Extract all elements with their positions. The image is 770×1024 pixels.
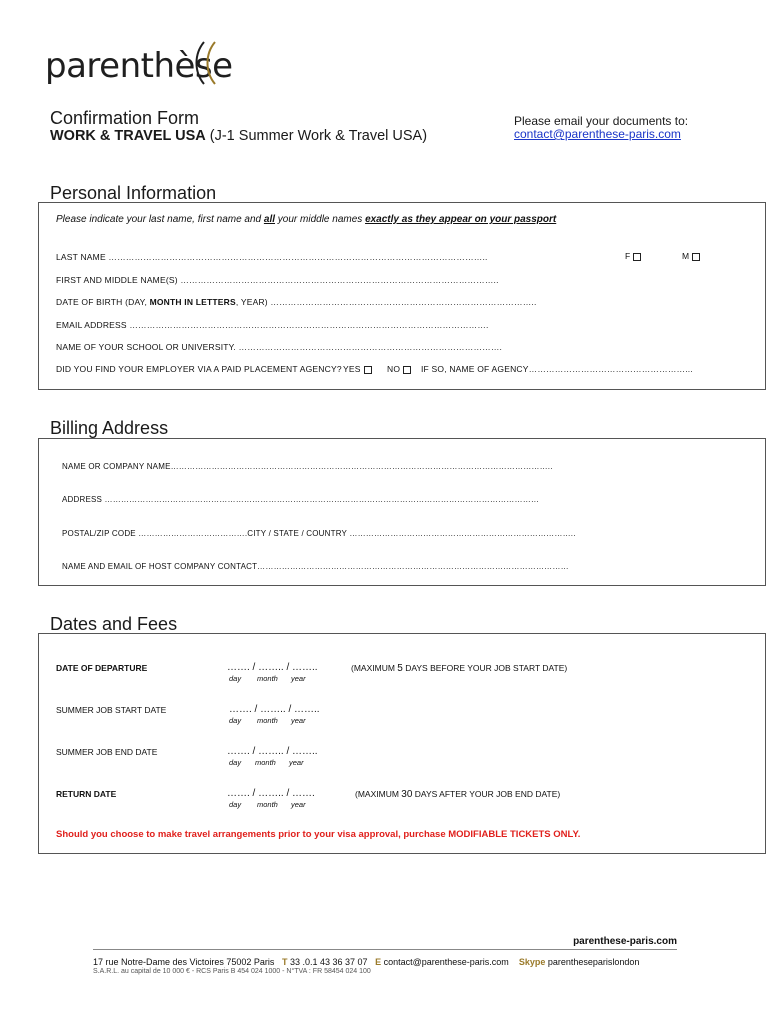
postal-city-field[interactable]: POSTAL/ZIP CODE ………………………………….CITY / STATE / COUNTRY ……………………………………………………………………….. [62, 529, 576, 538]
footer-legal: S.A.R.L. au capital de 10 000 € - RCS Paris B 454 024 1000 - N°TVA : FR 58454 024 100 [93, 968, 371, 975]
email-address-field[interactable]: EMAIL ADDRESS ……………………………………………………………………………………………………………. [56, 320, 489, 330]
month-caption: month [257, 674, 278, 683]
billing-address-heading: Billing Address [50, 418, 169, 438]
passport-instruction: Please indicate your last name, first name and all your middle names exactly as they appear on your passport [56, 214, 557, 225]
agency-no-option[interactable]: NO [387, 364, 411, 374]
day-caption: day [229, 758, 242, 767]
job-end-date-field[interactable]: ……. / …….. / …….. [227, 746, 318, 757]
job-start-label: SUMMER JOB START DATE [56, 705, 167, 715]
year-caption: year [289, 758, 304, 767]
no-checkbox[interactable] [403, 366, 411, 374]
school-field[interactable]: NAME OF YOUR SCHOOL OR UNIVERSITY. ………………………………………………………………………………. [56, 342, 503, 352]
return-note: (MAXIMUM 30 DAYS AFTER YOUR JOB END DATE) [355, 789, 561, 800]
agency-name-field[interactable]: IF SO, NAME OF AGENCY………………………………………………... [421, 364, 693, 374]
host-contact-field[interactable]: NAME AND EMAIL OF HOST COMPANY CONTACT…………………………………………………………………………………………………… [62, 562, 569, 571]
return-date-field[interactable]: ……. / …….. / ……. [227, 788, 315, 799]
yes-checkbox[interactable] [364, 366, 372, 374]
gender-female-option[interactable]: F [625, 251, 641, 261]
job-end-label: SUMMER JOB END DATE [56, 747, 158, 757]
form-subtitle: WORK & TRAVEL USA (J-1 Summer Work & Travel USA) [50, 128, 428, 144]
year-caption: year [291, 716, 306, 725]
day-caption: day [229, 716, 242, 725]
month-caption: month [257, 800, 278, 809]
dates-fees-heading: Dates and Fees [50, 614, 178, 634]
email-note: Please email your documents to: [514, 114, 689, 128]
agency-yes-option[interactable]: YES [343, 364, 372, 374]
address-field[interactable]: ADDRESS …………………………………………………………………………………………………………………………………………… [62, 495, 540, 504]
departure-label: DATE OF DEPARTURE [56, 663, 148, 673]
footer-contact-line: 17 rue Notre-Dame des Victoires 75002 Paris T 33 .0.1 43 36 37 07 E contact@parenthese-paris.com Skype parentheseparislondon [93, 957, 640, 967]
year-caption: year [291, 674, 306, 683]
brand-logo: parenthèse [45, 46, 233, 86]
personal-info-heading: Personal Information [50, 183, 217, 203]
last-name-field[interactable]: LAST NAME ………………………………………………………………………………………………………………….. [56, 252, 488, 262]
departure-date-field[interactable]: ……. / …….. / …….. [227, 662, 318, 673]
footer-website[interactable]: parenthese-paris.com [573, 936, 677, 947]
month-caption: month [257, 716, 278, 725]
footer-divider [93, 949, 677, 950]
return-label: RETURN DATE [56, 789, 117, 799]
male-checkbox[interactable] [692, 253, 700, 261]
day-caption: day [229, 674, 242, 683]
gender-male-option[interactable]: M [682, 251, 700, 261]
company-name-field[interactable]: NAME OR COMPANY NAME………………………………………………………………………………………………………………………….. [62, 462, 553, 471]
departure-note: (MAXIMUM 5 DAYS BEFORE YOUR JOB START DATE) [351, 663, 568, 674]
female-checkbox[interactable] [633, 253, 641, 261]
form-title: Confirmation Form [50, 108, 200, 128]
agency-question: DID YOU FIND YOUR EMPLOYER VIA A PAID PLACEMENT AGENCY? [56, 364, 342, 374]
first-middle-names-field[interactable]: FIRST AND MIDDLE NAME(S) ……………………………………………………………………………………………….. [56, 275, 499, 285]
contact-email-link[interactable]: contact@parenthese-paris.com [514, 127, 681, 141]
job-start-date-field[interactable]: ……. / …….. / …….. [229, 704, 320, 715]
logo-parentheses-icon [195, 40, 219, 86]
day-caption: day [229, 800, 242, 809]
month-caption: month [255, 758, 276, 767]
personal-info-box [38, 202, 766, 390]
year-caption: year [291, 800, 306, 809]
date-of-birth-field[interactable]: DATE OF BIRTH (DAY, MONTH IN LETTERS, YEAR) ……………………………………………………………………………….. [56, 297, 537, 307]
ticket-warning: Should you choose to make travel arrangements prior to your visa approval, purchase MODIFIABLE TICKETS ONLY. [56, 829, 581, 840]
